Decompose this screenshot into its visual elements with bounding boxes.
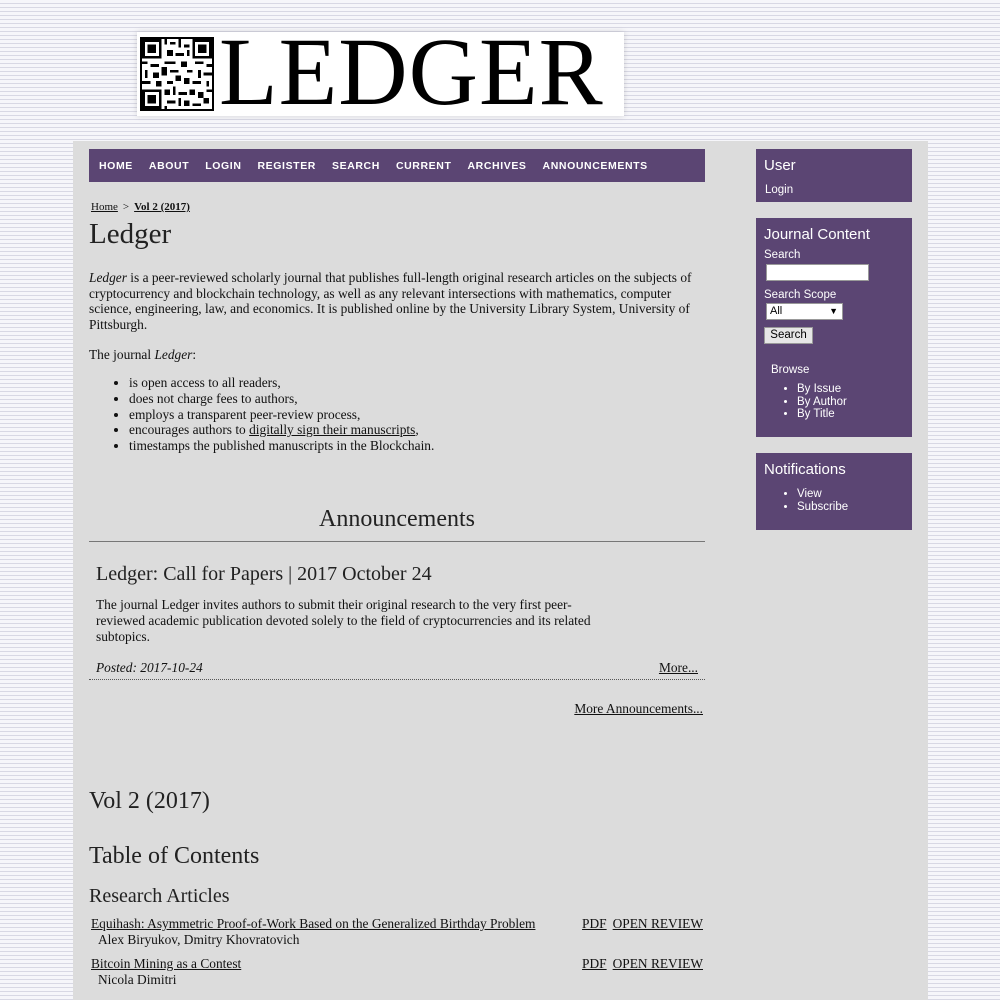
sidebar-search-scope-label: Search Scope xyxy=(764,289,837,301)
journal-name: Ledger xyxy=(154,347,193,363)
nav-about[interactable]: ABOUT xyxy=(148,159,190,172)
journal-description xyxy=(89,270,705,332)
announcement-item xyxy=(89,563,705,644)
notifications-view-link[interactable]: View xyxy=(797,488,822,500)
intro-journal-name: Ledger xyxy=(89,270,127,285)
main-content xyxy=(89,201,705,988)
sidebar-journal-content-title: Journal Content xyxy=(764,226,870,243)
nav-announcements[interactable]: ANNOUNCEMENTS xyxy=(542,159,648,172)
sidebar-journal-content-block xyxy=(756,218,912,437)
page-title: Ledger xyxy=(89,218,172,250)
list-item: • does not charge fees to authors, xyxy=(129,391,705,407)
sidebar-search-scope-select[interactable] xyxy=(766,303,843,320)
list-item xyxy=(797,488,904,501)
article-authors: Nicola Dimitri xyxy=(98,971,177,987)
sidebar-login-link[interactable]: Login xyxy=(765,184,794,196)
article-links xyxy=(576,956,703,972)
sidebar-user-block xyxy=(756,149,912,202)
digital-signature-link[interactable]: digitally sign their manuscripts xyxy=(249,422,416,438)
article-title-link[interactable]: Bitcoin Mining as a Contest xyxy=(91,956,242,972)
nav-login[interactable]: LOGIN xyxy=(205,159,242,172)
breadcrumb-current[interactable]: Vol 2 (2017) xyxy=(134,201,190,213)
list-item xyxy=(129,422,705,438)
logo-text: LEDGER xyxy=(219,18,604,125)
pdf-link[interactable]: PDF xyxy=(582,916,607,932)
breadcrumb xyxy=(91,201,705,213)
dropdown-caret-icon: ▼ xyxy=(829,306,838,316)
nav-current[interactable]: CURRENT xyxy=(395,159,452,172)
sidebar-search-button[interactable]: Search xyxy=(764,327,813,344)
browse-by-author-link[interactable]: By Author xyxy=(797,395,847,408)
sidebar-browse-label: Browse xyxy=(771,364,810,376)
list-item xyxy=(797,408,904,421)
sidebar-notifications-title: Notifications xyxy=(764,461,846,478)
list-item: • is open access to all readers, xyxy=(129,375,705,391)
journal-features-intro xyxy=(89,347,705,363)
page-container xyxy=(73,141,928,1000)
journal-logo[interactable] xyxy=(137,18,624,125)
search-scope-value: All xyxy=(770,305,783,317)
sidebar-search-label: Search xyxy=(764,249,801,261)
nav-search[interactable]: SEARCH xyxy=(331,159,380,172)
browse-by-title-link[interactable]: By Title xyxy=(797,408,835,420)
browse-by-issue-link[interactable]: By Issue xyxy=(797,383,842,395)
announcement-footer xyxy=(89,660,705,680)
more-announcements xyxy=(89,701,705,717)
notifications-subscribe-link[interactable]: Subscribe xyxy=(797,500,849,513)
nav-home[interactable]: HOME xyxy=(99,159,133,172)
open-review-link[interactable]: OPEN REVIEW xyxy=(612,916,703,932)
journal-prefix: The journal xyxy=(89,347,155,363)
nav-archives[interactable]: ARCHIVES xyxy=(467,159,527,172)
list-item: • timestamps the published manuscripts in the Blockchain. xyxy=(129,438,705,454)
pdf-link[interactable]: PDF xyxy=(582,956,607,972)
article-item xyxy=(89,956,705,987)
nav-register[interactable]: REGISTER xyxy=(257,159,316,172)
qr-code-icon xyxy=(140,37,214,111)
breadcrumb-home[interactable]: Home xyxy=(91,201,118,213)
sidebar-user-title: User xyxy=(764,157,796,174)
announcement-more-link[interactable]: More... xyxy=(658,660,698,676)
list-item xyxy=(797,501,904,514)
announcement-posted-date: Posted: 2017-10-24 xyxy=(96,660,203,676)
article-item xyxy=(89,916,705,947)
sidebar-browse-list xyxy=(797,383,904,421)
announcements-heading: Announcements xyxy=(89,506,705,542)
main-nav xyxy=(89,149,705,182)
announcement-body: The journal Ledger invites authors to submit their original research to the very first peer-reviewed academic publication devoted solely to the field of cryptocurrencies and its related subtopics. xyxy=(96,597,591,644)
section-title: Research Articles xyxy=(89,885,230,908)
breadcrumb-separator: > xyxy=(122,201,130,213)
list-item xyxy=(797,383,904,396)
list-item xyxy=(797,396,904,409)
open-review-link[interactable]: OPEN REVIEW xyxy=(612,956,703,972)
more-announcements-link[interactable]: More Announcements... xyxy=(574,701,703,717)
intro-text: is a peer-reviewed scholarly journal that publishes full-length original research articles on the subjects of cryptocurrency and blockchain technology, as well as any relevant intersections with mathematics, computer science, engineering, law, and economics. It is published online by the University Library System, University of Pittsburgh. xyxy=(89,270,692,332)
sidebar-search-input[interactable] xyxy=(766,264,869,281)
feature-link-suffix: , xyxy=(415,422,419,438)
journal-suffix: : xyxy=(192,347,197,363)
volume-title: Vol 2 (2017) xyxy=(89,788,210,815)
announcement-title: Ledger: Call for Papers | 2017 October 24 xyxy=(96,563,432,586)
feature-text: encourages authors to xyxy=(129,422,250,438)
article-title-link[interactable]: Equihash: Asymmetric Proof-of-Work Based on the Generalized Birthday Problem xyxy=(91,916,536,932)
article-authors: Alex Biryukov, Dmitry Khovratovich xyxy=(98,931,300,947)
feature-list xyxy=(129,375,705,453)
article-links xyxy=(576,916,703,932)
list-item: • employs a transparent peer-review process, xyxy=(129,407,705,423)
toc-title: Table of Contents xyxy=(89,843,260,870)
sidebar-notifications-block xyxy=(756,453,912,530)
sidebar-notifications-list xyxy=(797,488,904,513)
